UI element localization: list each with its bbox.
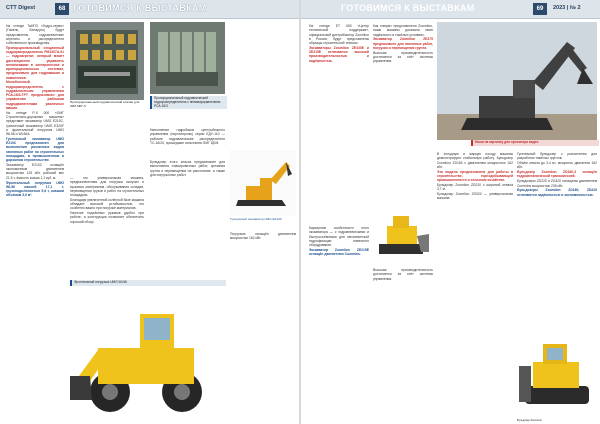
- dozer-illustration: [373, 206, 433, 264]
- paragraph: В холодную и жаркую погоду машины демонстрируют стабильную работу. Бульдозер Zoomlion ZD160 с двигателем мощностью 162 кВт.: [437, 152, 513, 169]
- valve-caption: Пропорциональный гидравлический клапан для ЗИЛ МКГ-5: [70, 100, 140, 108]
- paragraph: Бульдозеры Zoomlion ZD160, ZD220 отличаются надёжностью и экономичностью.: [517, 188, 597, 197]
- video-link-text[interactable]: Наши на картинку для просмотра видео: [475, 140, 539, 144]
- paragraph: Наличие подъёмных рукавов удобно при работе, а конструкция позволяет обеспечить хороший обзор.: [70, 211, 144, 224]
- loader-photo: [70, 288, 224, 420]
- bulldozer-illustration: [517, 322, 597, 418]
- right-text-column-3: [309, 226, 369, 416]
- right-text-column-1: [309, 24, 369, 220]
- left-text-column-1: [6, 24, 64, 420]
- left-page-number: 68: [55, 3, 69, 15]
- brand-label: CTT Digest: [6, 5, 36, 11]
- paragraph: Гусеничный экскаватор UMG E210C предназначен для выполнения различных видов земляных работ на строительных площадках, в промышленном и дорожном строительстве.: [6, 136, 64, 163]
- issue-label: 2023 | № 2: [553, 5, 581, 11]
- excavator-photo: [230, 150, 296, 216]
- left-section-title: ГОТОВИМСЯ К ВЫСТАВКАМ: [73, 3, 207, 13]
- valve-block-caption: Пропорциональный гидравлический гидрораспределитель с пневмоуправлением РСА-16/3: [150, 96, 227, 109]
- video-link-caption[interactable]: [471, 140, 599, 146]
- paragraph: На стенде Р-Х 000 «ОМГ Строительно-дорожные машины» представит экскаватор UMG E210C, гусеничный экскаватор UMG E320F и фронтальный погрузчик UMG WL56 и WL56A.: [6, 110, 64, 137]
- paragraph: Экскаваторы Zoomlion ZE330E и ZE215E отличаются высокой производительностью и надёжностью.: [309, 45, 369, 63]
- excavator-large-illustration: [437, 22, 597, 140]
- paragraph: Экскаватор Zoomlion ZE215E оснащён двигателем Cummins.: [309, 247, 369, 257]
- right-page-number: 69: [533, 3, 547, 15]
- paragraph: На стенде ТаНПЗ «Гидро-серво» (Гомель, Беларусь) будут представлены гидравлические агрегаты и распределители собственного производства.: [6, 24, 64, 45]
- paragraph: Моноблочный гидрораспределитель с гидравлическим управлением РСА-16/3-ТРТ предназначен для управления рабочими гидродвигателями различных машин.: [6, 80, 64, 110]
- paragraph: На стенде ЕТ 000 «Центр технической поддержки», официальный дистрибьютор Zoomlion в России, будут представлены образцы строительной техники.: [309, 24, 369, 45]
- paragraph: Фронтальный погрузчик UMG WL56 массой 17,1 т, грузоподъёмностью 5,6 т, ковшом объёмом 3,0 м³.: [6, 180, 64, 198]
- paragraph: Бульдозер Zoomlion ZD160-3 оснащён гидромеханической трансмиссией.: [517, 170, 597, 179]
- excavator-illustration: [230, 150, 296, 216]
- paragraph: Высокая производительность достигается за счёт системы управления.: [373, 268, 433, 281]
- valve-block-illustration: [150, 22, 225, 94]
- left-text-column-5: [230, 232, 296, 272]
- right-page: [301, 0, 600, 424]
- bulldozer-photo: [517, 322, 597, 418]
- paragraph: Как говорят представители Zoomlion, наши машины доказали свою надёжность в тяжёлых условиях.: [373, 24, 433, 37]
- paragraph: Экскаватор E210C оснащён экономичным двигателем мощностью 125 кВт, рабочий вес 21,5 т, ёмкость ковша 1,1 куб. м.: [6, 162, 64, 180]
- left-text-column-4: [150, 160, 225, 280]
- valve-illustration: [70, 22, 144, 100]
- right-header: [301, 0, 600, 19]
- paragraph: Погрузчик оснащён двигателем мощностью 162 кВт.: [230, 232, 296, 241]
- paragraph: Благодаря увеличенной колёсной базе машина обладает высокой устойчивостью, что особенно важно при погрузке материалов.: [70, 197, 144, 211]
- bulldozer-caption: Бульдозер ZoomLion: [517, 419, 542, 422]
- right-text-column-6: [517, 152, 597, 320]
- paragraph: Объём отвала до 3,4 м³, мощность двигателя 162 кВт.: [517, 161, 597, 170]
- paragraph: Бульдозер Zoomlion ZD320 — универсальная машина.: [437, 192, 513, 201]
- paragraph: Эта модель предназначена для работы в строительстве, горнодобывающей промышленности и сельском хозяйстве.: [437, 169, 513, 183]
- right-text-column-2: [373, 24, 433, 200]
- paragraph: Бульдозер Zoomlion ZD220 с шириной отвала 3,7 м.: [437, 182, 513, 192]
- paragraph: Наполнение гидробаков центробежного управления (пиропатроны) серии ЕДУ-110 — рабочие гидравлические распределители ТС-16/20, прошедшие испытания ОМГ ЦБМ.: [150, 128, 225, 145]
- dozer-photo: [373, 206, 433, 264]
- valve-photo: [70, 22, 144, 100]
- right-text-column-5: [437, 152, 513, 418]
- loader-illustration: [70, 288, 224, 420]
- valve-block-photo: [150, 22, 225, 94]
- left-text-column-3: [150, 128, 225, 160]
- paragraph: Бульдозер этого класса предназначен для выполнения планировочных работ, срезания грунта и перемещения на расстояние, а также для погрузочных работ.: [150, 160, 225, 177]
- paragraph: Высокая производительность достигается за счёт системы управления.: [373, 50, 433, 64]
- paragraph: Бульдозеры ZD220 и ZD320 оснащены двигателем Cummins мощностью 235 кВт.: [517, 179, 597, 188]
- excavator-caption: Гусеничный экскаватор UMG E210C: [230, 217, 282, 221]
- paragraph: — это универсальная машина, предназначенная для погрузки сыпучих и кусковых материалов, обслуживания складов, перемещения грузов и работ на строительных площадках.: [70, 176, 144, 197]
- loader-caption: Фронтальный погрузчик UMG WL56: [70, 280, 226, 286]
- paragraph: Карьерные особенности этого экскаватора — с гидравлическими и быстросъёмными для механической гидрофикации навесного оборудования.: [309, 226, 369, 247]
- left-header: [0, 0, 299, 19]
- paragraph: Экскаватор Zoomlion ZE375 предназначен для земляных работ, погрузки и перемещения грунта.: [373, 37, 433, 50]
- paragraph: Гусеничный бульдозер с рыхлителем для разработки тяжёлых грунтов.: [517, 152, 597, 161]
- left-text-column-2: [70, 176, 144, 284]
- paragraph: Пропорциональный секционный гидрораспределитель РМ1307А-01 — гидроагрегат, который может дистанционно управлять механизмами в электрических и пропорциональных системах, предназначен для гидромашин и комплексов.: [6, 45, 64, 80]
- right-text-column-4: [373, 268, 433, 418]
- right-section-title: ГОТОВИМСЯ К ВЫСТАВКАМ: [341, 3, 475, 13]
- left-page: [0, 0, 299, 424]
- excavator-large-photo: [437, 22, 597, 140]
